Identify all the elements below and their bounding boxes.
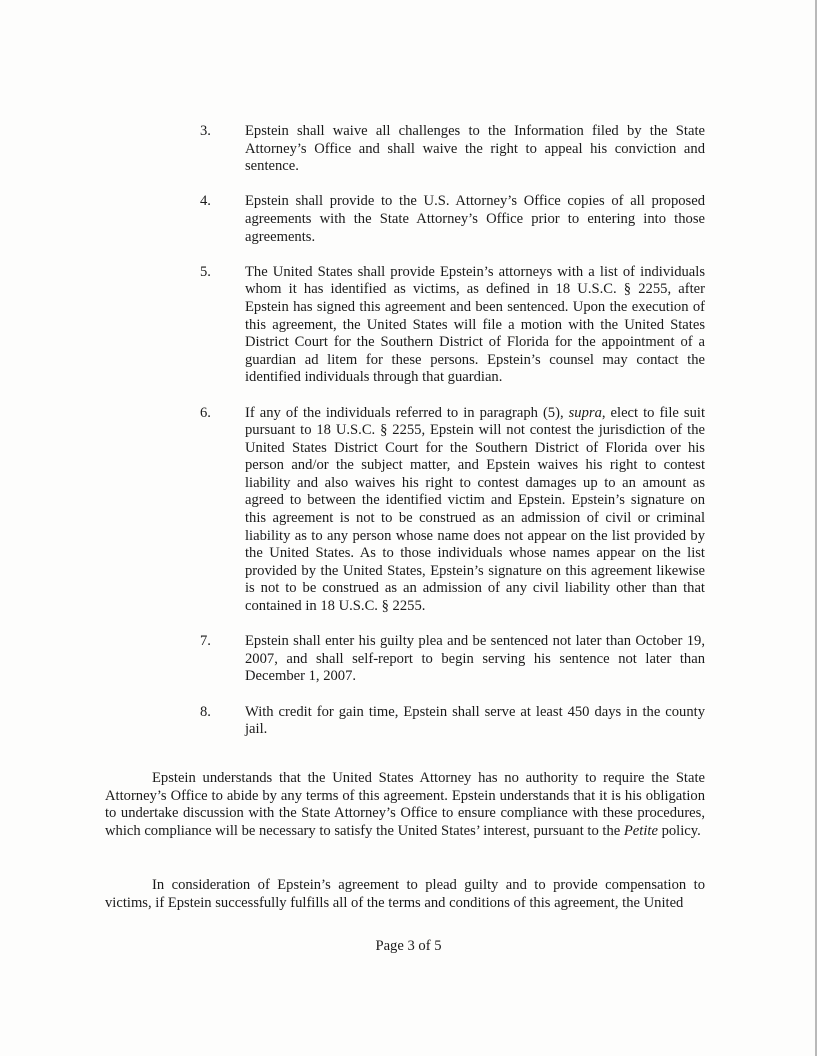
item-number: 7. <box>200 633 211 650</box>
list-item-6 <box>200 405 720 616</box>
item-text-emphasis: supra <box>568 404 602 421</box>
paragraph-text: policy. <box>657 822 701 839</box>
page-number: Page 3 of 5 <box>375 938 442 954</box>
body-paragraph-consideration: In consideration of Epstein’s agreement to plead guilty and to provide compensation to victims, if Epstein successfully fulfills all of the terms and conditions of this agreement, the United <box>105 877 705 911</box>
list-item-5 <box>200 264 720 387</box>
item-text: Epstein shall waive all challenges to the Information filed by the State Attorney’s Office and shall waive the right to appeal his conviction and sentence. <box>245 123 705 175</box>
list-item-8 <box>200 704 720 739</box>
list-item-4 <box>200 193 720 246</box>
item-number: 4. <box>200 193 211 210</box>
item-text: Epstein shall provide to the U.S. Attorney’s Office copies of all proposed agreements with the State Attorney’s Office prior to entering into those agreements. <box>245 193 705 245</box>
item-number: 3. <box>200 123 211 139</box>
item-text: Epstein shall enter his guilty plea and be sentenced not later than October 19, 2007, and shall self-report to begin serving his sentence not later than December 1, 2007. <box>245 633 705 685</box>
item-text: With credit for gain time, Epstein shall serve at least 450 days in the county jail. <box>245 703 705 738</box>
paragraph-text: Epstein understands that the United States Attorney has no authority to require the State Attorney’s Office to abide by any terms of this agreement. Epstein understands that it is his obligation to undertake discussion with the State Attorney’s Office to ensure compliance with these procedures, which compliance will be necessary to satisfy the United States’ interest, pursuant to the <box>105 770 705 839</box>
list-item-7 <box>200 633 720 686</box>
item-number: 6. <box>200 404 211 421</box>
item-text: The United States shall provide Epstein’s attorneys with a list of individuals whom it has identified as victims, as defined in 18 U.S.C. § 2255, after Epstein has signed this agreement and been sentenced. Upon the execution of this agreement, the United States will file a motion with the United States District Court for the Southern District of Florida for the appointment of a guardian ad litem for these persons. Epstein’s counsel may contact the identified individuals through that guardian. <box>245 263 705 386</box>
item-text-part: , elect to file suit pursuant to 18 U.S.C. § 2255, Epstein will not contest the jurisdiction of the United States District Court for the Southern District of Florida over his person and/or the subject matter, and Epstein waives his right to contest liability and also waives his right to contest damages up to an amount as agreed to between the identified victim and Epstein. Epstein’s signature on this agreement is not to be construed as an admission of civil or criminal liability as to any person whose name does not appear on the list provided by the United States. As to those individuals whose names appear on the list provided by the United States, Epstein’s signature on this agreement likewise is not to be construed as an admission of any civil liability other than that contained in 18 U.S.C. § 2255. <box>245 404 705 615</box>
list-item-3 <box>200 123 720 176</box>
item-text-part: If any of the individuals referred to in paragraph (5), <box>245 404 569 421</box>
numbered-list <box>200 123 720 756</box>
item-number: 5. <box>200 263 211 280</box>
body-paragraph-petite-policy <box>105 770 705 840</box>
item-text <box>245 405 705 616</box>
paragraph-emphasis: Petite <box>623 822 658 839</box>
item-number: 8. <box>200 703 211 720</box>
